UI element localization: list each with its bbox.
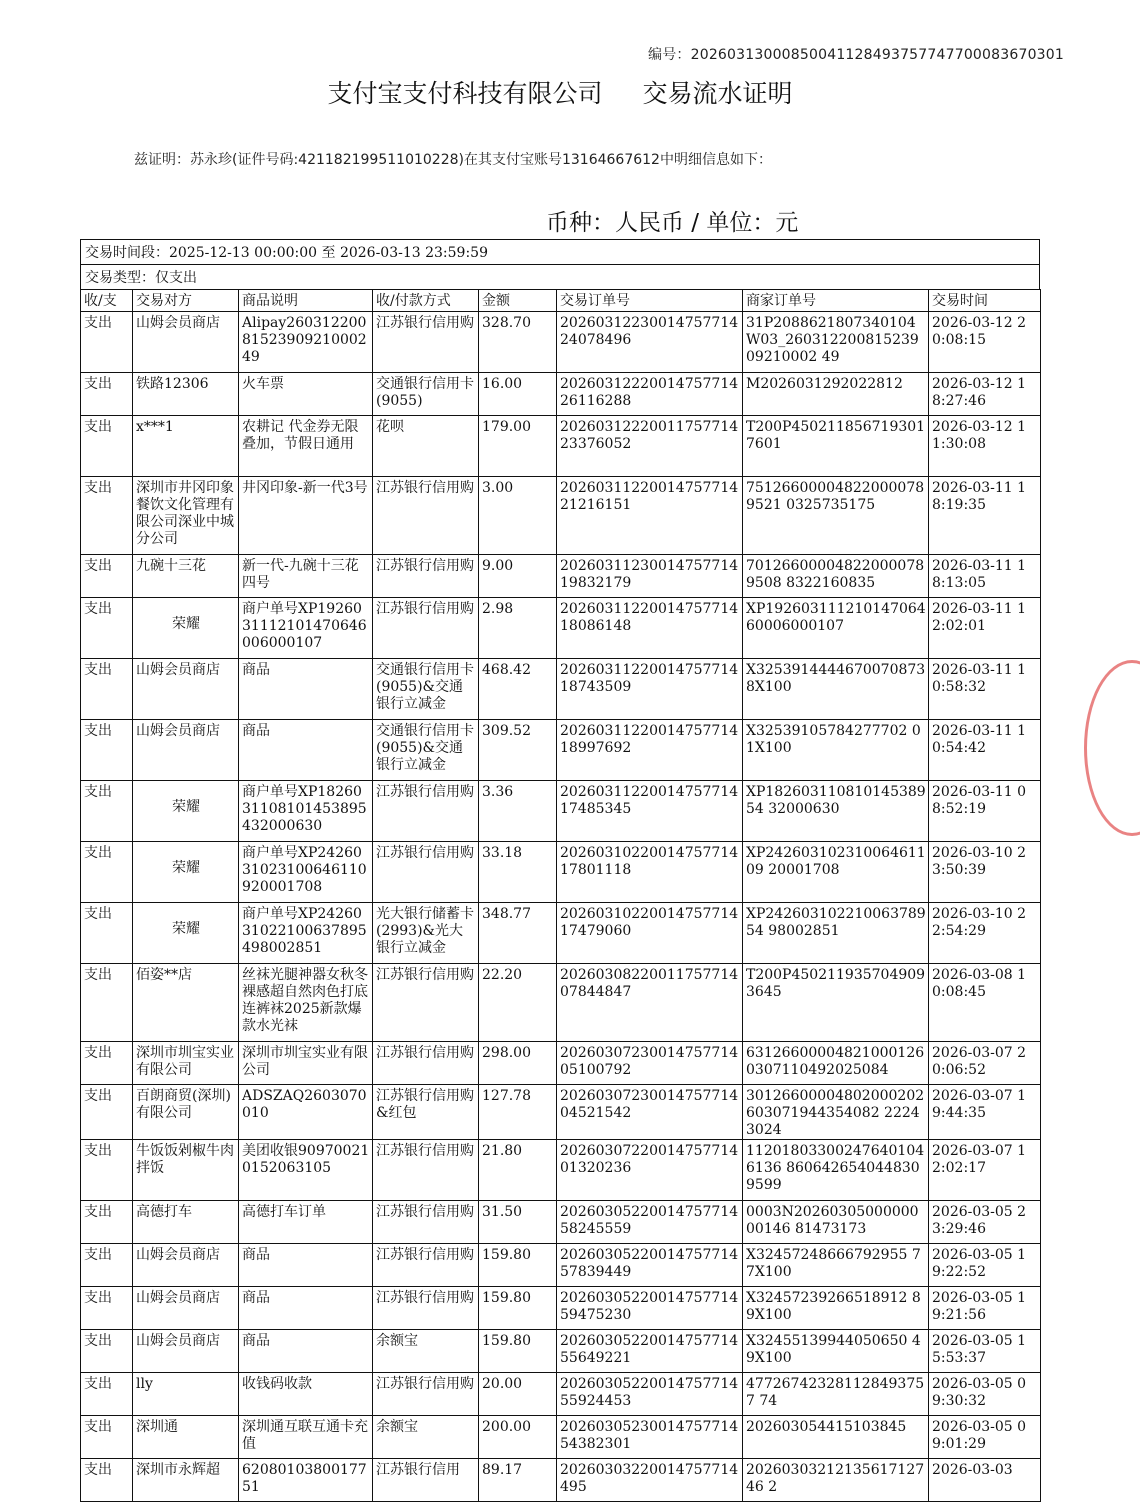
description-cell: 井冈印象-新一代3号 xyxy=(239,477,373,555)
amount-cell: 3.00 xyxy=(479,477,557,555)
company-name: 支付宝支付科技有限公司 xyxy=(327,79,603,108)
header-counterparty: 交易对方 xyxy=(133,290,239,312)
header-description: 商品说明 xyxy=(239,290,373,312)
direction-cell: 支出 xyxy=(81,903,133,964)
table-row xyxy=(81,1459,1041,1502)
order-number-cell: 2026030723001475771404521542 xyxy=(557,1085,743,1140)
description-cell: 农耕记 代金券无限叠加，节假日通用 xyxy=(239,416,373,477)
table-row xyxy=(81,598,1041,659)
description-cell: 深圳市圳宝实业有限公司 xyxy=(239,1042,373,1085)
payment-method-cell: 交通银行信用卡(9055) xyxy=(373,373,479,416)
description-cell: 高德打车订单 xyxy=(239,1201,373,1244)
order-number-cell: 2026030822001175771407844847 xyxy=(557,964,743,1042)
document-title: 交易流水证明 xyxy=(642,79,793,108)
period-row: 交易时间段：2025-12-13 00:00:00 至 2026-03-13 23:59:59 xyxy=(80,239,1040,264)
merchant-order-cell: 30126600004802000202603071944354082 22243024 xyxy=(743,1085,929,1140)
payment-method-cell: 江苏银行信用购 xyxy=(373,1244,479,1287)
direction-cell: 支出 xyxy=(81,416,133,477)
order-number-cell: 2026030522001475771458245559 xyxy=(557,1201,743,1244)
description-cell: 新一代-九碗十三花四号 xyxy=(239,555,373,598)
order-number-cell: 20260303220014757714495 xyxy=(557,1459,743,1502)
direction-cell: 支出 xyxy=(81,964,133,1042)
order-number-cell: 2026030723001475771405100792 xyxy=(557,1042,743,1085)
amount-cell: 468.42 xyxy=(479,659,557,720)
merchant-order-cell: 631266000048210001260307110492025084 xyxy=(743,1042,929,1085)
table-body xyxy=(81,312,1041,1502)
time-cell: 2026-03-05 23:29:46 xyxy=(929,1201,1041,1244)
time-cell: 2026-03-05 09:30:32 xyxy=(929,1373,1041,1416)
direction-cell: 支出 xyxy=(81,1201,133,1244)
table-row xyxy=(81,1140,1041,1201)
order-number-cell: 2026031222001475771426116288 xyxy=(557,373,743,416)
payment-method-cell: 光大银行储蓄卡(2993)&光大银行立减金 xyxy=(373,903,479,964)
order-number-cell: 2026031122001475771417485345 xyxy=(557,781,743,842)
order-number-cell: 2026031122001475771418743509 xyxy=(557,659,743,720)
merchant-order-cell: 477267423281128493757 74 xyxy=(743,1373,929,1416)
direction-cell: 支出 xyxy=(81,842,133,903)
direction-cell: 支出 xyxy=(81,1416,133,1459)
table-row xyxy=(81,1330,1041,1373)
merchant-order-cell: 202603054415103845 xyxy=(743,1416,929,1459)
amount-cell: 127.78 xyxy=(479,1085,557,1140)
time-cell: 2026-03-11 18:19:35 xyxy=(929,477,1041,555)
merchant-order-cell: T200P4502118567193017601 xyxy=(743,416,929,477)
merchant-order-cell: M2026031292022812 xyxy=(743,373,929,416)
merchant-order-cell: X32539144446700708738X100 xyxy=(743,659,929,720)
table-row xyxy=(81,1287,1041,1330)
amount-cell: 20.00 xyxy=(479,1373,557,1416)
counterparty-cell: 荣耀 xyxy=(133,903,239,964)
merchant-order-cell: XP18260311081014538954 32000630 xyxy=(743,781,929,842)
order-number-cell: 2026030523001475771454382301 xyxy=(557,1416,743,1459)
order-number-cell: 2026031022001475771417801118 xyxy=(557,842,743,903)
table-row xyxy=(81,964,1041,1042)
payment-method-cell: 余额宝 xyxy=(373,1330,479,1373)
direction-cell: 支出 xyxy=(81,781,133,842)
time-cell: 2026-03-12 11:30:08 xyxy=(929,416,1041,477)
table-row xyxy=(81,1416,1041,1459)
counterparty-cell: 深圳通 xyxy=(133,1416,239,1459)
payment-method-cell: 交通银行信用卡(9055)&交通银行立减金 xyxy=(373,720,479,781)
official-seal xyxy=(1084,660,1140,836)
amount-cell: 89.17 xyxy=(479,1459,557,1502)
time-cell: 2026-03-07 20:06:52 xyxy=(929,1042,1041,1085)
direction-cell: 支出 xyxy=(81,598,133,659)
description-cell: 6208010380017751 xyxy=(239,1459,373,1502)
description-cell: 美团收银909700210152063105 xyxy=(239,1140,373,1201)
direction-cell: 支出 xyxy=(81,1287,133,1330)
amount-cell: 9.00 xyxy=(479,555,557,598)
amount-cell: 298.00 xyxy=(479,1042,557,1085)
description-cell: 深圳通互联互通卡充值 xyxy=(239,1416,373,1459)
table-row xyxy=(81,555,1041,598)
order-number-cell: 2026031222001175771423376052 xyxy=(557,416,743,477)
direction-cell: 支出 xyxy=(81,1459,133,1502)
description-cell: 商品 xyxy=(239,659,373,720)
order-number-cell: 2026030522001475771459475230 xyxy=(557,1287,743,1330)
amount-cell: 31.50 xyxy=(479,1201,557,1244)
amount-cell: 159.80 xyxy=(479,1244,557,1287)
direction-cell: 支出 xyxy=(81,1244,133,1287)
merchant-order-cell: 2026030321213561712746 2 xyxy=(743,1459,929,1502)
amount-cell: 2.98 xyxy=(479,598,557,659)
amount-cell: 3.36 xyxy=(479,781,557,842)
order-number-cell: 2026031123001475771419832179 xyxy=(557,555,743,598)
table-row xyxy=(81,903,1041,964)
counterparty-cell: 山姆会员商店 xyxy=(133,1244,239,1287)
table-row xyxy=(81,659,1041,720)
table-row xyxy=(81,416,1041,477)
merchant-order-cell: XP24260310231006461109 20001708 xyxy=(743,842,929,903)
time-cell: 2026-03-03 xyxy=(929,1459,1041,1502)
description-cell: 丝袜光腿神器女秋冬裸感超自然肉色打底连裤袜2025新款爆款水光袜 xyxy=(239,964,373,1042)
table-row xyxy=(81,477,1041,555)
counterparty-cell: 荣耀 xyxy=(133,781,239,842)
amount-cell: 21.80 xyxy=(479,1140,557,1201)
document-heading xyxy=(0,74,1120,110)
payment-method-cell: 江苏银行信用购&红包 xyxy=(373,1085,479,1140)
direction-cell: 支出 xyxy=(81,555,133,598)
transaction-grid xyxy=(80,239,1040,1502)
description-cell: 商品 xyxy=(239,1330,373,1373)
order-number-cell: 2026031122001475771421216151 xyxy=(557,477,743,555)
time-cell: 2026-03-08 10:08:45 xyxy=(929,964,1041,1042)
time-cell: 2026-03-05 15:53:37 xyxy=(929,1330,1041,1373)
description-cell: 商户单号XP1826031108101453895432000630 xyxy=(239,781,373,842)
counterparty-cell: lly xyxy=(133,1373,239,1416)
time-cell: 2026-03-12 18:27:46 xyxy=(929,373,1041,416)
order-number-cell: 2026030722001475771401320236 xyxy=(557,1140,743,1201)
order-number-cell: 2026031122001475771418086148 xyxy=(557,598,743,659)
table-row xyxy=(81,1244,1041,1287)
direction-cell: 支出 xyxy=(81,312,133,373)
table-header-row xyxy=(81,290,1041,312)
amount-cell: 159.80 xyxy=(479,1330,557,1373)
counterparty-cell: 山姆会员商店 xyxy=(133,720,239,781)
header-payment-method: 收/付款方式 xyxy=(373,290,479,312)
description-cell: 收钱码收款 xyxy=(239,1373,373,1416)
table-row xyxy=(81,842,1041,903)
order-number-cell: 2026031223001475771424078496 xyxy=(557,312,743,373)
type-row: 交易类型：仅支出 xyxy=(80,264,1040,289)
counterparty-cell: 山姆会员商店 xyxy=(133,1330,239,1373)
payment-method-cell: 江苏银行信用购 xyxy=(373,781,479,842)
payment-method-cell: 江苏银行信用购 xyxy=(373,555,479,598)
time-cell: 2026-03-11 12:02:01 xyxy=(929,598,1041,659)
merchant-order-cell: 31P2088621807340104W03_26031220081523909210002 49 xyxy=(743,312,929,373)
amount-cell: 22.20 xyxy=(479,964,557,1042)
description-cell: 商品 xyxy=(239,1244,373,1287)
counterparty-cell: 山姆会员商店 xyxy=(133,312,239,373)
time-cell: 2026-03-05 19:22:52 xyxy=(929,1244,1041,1287)
time-cell: 2026-03-12 20:08:15 xyxy=(929,312,1041,373)
counterparty-cell: 深圳市井冈印象餐饮文化管理有限公司深业中城分公司 xyxy=(133,477,239,555)
amount-cell: 200.00 xyxy=(479,1416,557,1459)
payment-method-cell: 江苏银行信用购 xyxy=(373,477,479,555)
amount-cell: 179.00 xyxy=(479,416,557,477)
counterparty-cell: 九碗十三花 xyxy=(133,555,239,598)
order-number-cell: 2026030522001475771457839449 xyxy=(557,1244,743,1287)
amount-cell: 16.00 xyxy=(479,373,557,416)
header-direction: 收/支 xyxy=(81,290,133,312)
counterparty-cell: 深圳市永辉超 xyxy=(133,1459,239,1502)
merchant-order-cell: X32455139944050650 49X100 xyxy=(743,1330,929,1373)
description-cell: 商品 xyxy=(239,1287,373,1330)
time-cell: 2026-03-05 19:21:56 xyxy=(929,1287,1041,1330)
description-cell: Alipay2603122008152390921000249 xyxy=(239,312,373,373)
header-order-number: 交易订单号 xyxy=(557,290,743,312)
payment-method-cell: 交通银行信用卡(9055)&交通银行立减金 xyxy=(373,659,479,720)
payment-method-cell: 江苏银行信用购 xyxy=(373,842,479,903)
merchant-order-cell: X32457248666792955 77X100 xyxy=(743,1244,929,1287)
merchant-order-cell: 701266000048220000789508 8322160835 xyxy=(743,555,929,598)
time-cell: 2026-03-07 19:44:35 xyxy=(929,1085,1041,1140)
payment-method-cell: 江苏银行信用购 xyxy=(373,1373,479,1416)
time-cell: 2026-03-11 10:54:42 xyxy=(929,720,1041,781)
counterparty-cell: 荣耀 xyxy=(133,842,239,903)
description-cell: ADSZAQ2603070010 xyxy=(239,1085,373,1140)
counterparty-cell: 百朗商贸(深圳)有限公司 xyxy=(133,1085,239,1140)
header-amount: 金额 xyxy=(479,290,557,312)
counterparty-cell: 牛饭饭剁椒牛肉拌饭 xyxy=(133,1140,239,1201)
merchant-order-cell: 751266000048220000789521 0325735175 xyxy=(743,477,929,555)
counterparty-cell: 佰姿**店 xyxy=(133,964,239,1042)
merchant-order-cell: X32457239266518912 89X100 xyxy=(743,1287,929,1330)
merchant-order-cell: XP24260310221006378954 98002851 xyxy=(743,903,929,964)
payment-method-cell: 江苏银行信用购 xyxy=(373,1287,479,1330)
direction-cell: 支出 xyxy=(81,1042,133,1085)
description-cell: 商户单号XP2426031022100637895498002851 xyxy=(239,903,373,964)
direction-cell: 支出 xyxy=(81,1085,133,1140)
header-merchant-order: 商家订单号 xyxy=(743,290,929,312)
amount-cell: 328.70 xyxy=(479,312,557,373)
merchant-order-cell: 0003N2026030500000000146 81473173 xyxy=(743,1201,929,1244)
order-number-cell: 2026031122001475771418997692 xyxy=(557,720,743,781)
counterparty-cell: x***1 xyxy=(133,416,239,477)
time-cell: 2026-03-11 10:58:32 xyxy=(929,659,1041,720)
payment-method-cell: 江苏银行信用购 xyxy=(373,1140,479,1201)
time-cell: 2026-03-10 23:50:39 xyxy=(929,842,1041,903)
direction-cell: 支出 xyxy=(81,373,133,416)
counterparty-cell: 山姆会员商店 xyxy=(133,659,239,720)
payment-method-cell: 江苏银行信用购 xyxy=(373,964,479,1042)
counterparty-cell: 山姆会员商店 xyxy=(133,1287,239,1330)
amount-cell: 348.77 xyxy=(479,903,557,964)
transaction-table xyxy=(80,289,1041,1502)
header-time: 交易时间 xyxy=(929,290,1041,312)
time-cell: 2026-03-10 22:54:29 xyxy=(929,903,1041,964)
time-cell: 2026-03-11 08:52:19 xyxy=(929,781,1041,842)
direction-cell: 支出 xyxy=(81,1373,133,1416)
payment-method-cell: 江苏银行信用购 xyxy=(373,598,479,659)
payment-method-cell: 花呗 xyxy=(373,416,479,477)
direction-cell: 支出 xyxy=(81,659,133,720)
description-cell: 商品 xyxy=(239,720,373,781)
time-cell: 2026-03-11 18:13:05 xyxy=(929,555,1041,598)
merchant-order-cell: XP19260311121014706460006000107 xyxy=(743,598,929,659)
description-cell: 商户单号XP2426031023100646110920001708 xyxy=(239,842,373,903)
table-row xyxy=(81,1373,1041,1416)
description-cell: 商户单号XP1926031112101470646006000107 xyxy=(239,598,373,659)
amount-cell: 159.80 xyxy=(479,1287,557,1330)
amount-cell: 309.52 xyxy=(479,720,557,781)
counterparty-cell: 荣耀 xyxy=(133,598,239,659)
payment-method-cell: 江苏银行信用购 xyxy=(373,312,479,373)
order-number-cell: 2026030522001475771455649221 xyxy=(557,1330,743,1373)
direction-cell: 支出 xyxy=(81,477,133,555)
table-row xyxy=(81,720,1041,781)
order-number-cell: 2026030522001475771455924453 xyxy=(557,1373,743,1416)
table-row xyxy=(81,1085,1041,1140)
counterparty-cell: 高德打车 xyxy=(133,1201,239,1244)
direction-cell: 支出 xyxy=(81,720,133,781)
direction-cell: 支出 xyxy=(81,1330,133,1373)
currency-unit: 币种：人民币 / 单位：元 xyxy=(546,210,799,236)
merchant-order-cell: T200P4502119357049093645 xyxy=(743,964,929,1042)
table-row xyxy=(81,312,1041,373)
payment-method-cell: 江苏银行信用 xyxy=(373,1459,479,1502)
counterparty-cell: 铁路12306 xyxy=(133,373,239,416)
payment-method-cell: 江苏银行信用购 xyxy=(373,1042,479,1085)
payment-method-cell: 江苏银行信用购 xyxy=(373,1201,479,1244)
merchant-order-cell: X32539105784277702 01X100 xyxy=(743,720,929,781)
description-cell: 火车票 xyxy=(239,373,373,416)
table-row xyxy=(81,781,1041,842)
counterparty-cell: 深圳市圳宝实业有限公司 xyxy=(133,1042,239,1085)
table-row xyxy=(81,373,1041,416)
payment-method-cell: 余额宝 xyxy=(373,1416,479,1459)
amount-cell: 33.18 xyxy=(479,842,557,903)
table-row xyxy=(81,1042,1041,1085)
direction-cell: 支出 xyxy=(81,1140,133,1201)
time-cell: 2026-03-05 09:01:29 xyxy=(929,1416,1041,1459)
table-row xyxy=(81,1201,1041,1244)
merchant-order-cell: 112018033002476401046136 8606426540448309599 xyxy=(743,1140,929,1201)
order-number-cell: 2026031022001475771417479060 xyxy=(557,903,743,964)
time-cell: 2026-03-07 12:02:17 xyxy=(929,1140,1041,1201)
attestation-text: 兹证明：苏永珍(证件号码:421182199511010228)在其支付宝账号13164667612中明细信息如下： xyxy=(134,152,772,168)
document-serial-number: 编号：20260313000850041128493757747700083670301 xyxy=(648,47,1064,63)
